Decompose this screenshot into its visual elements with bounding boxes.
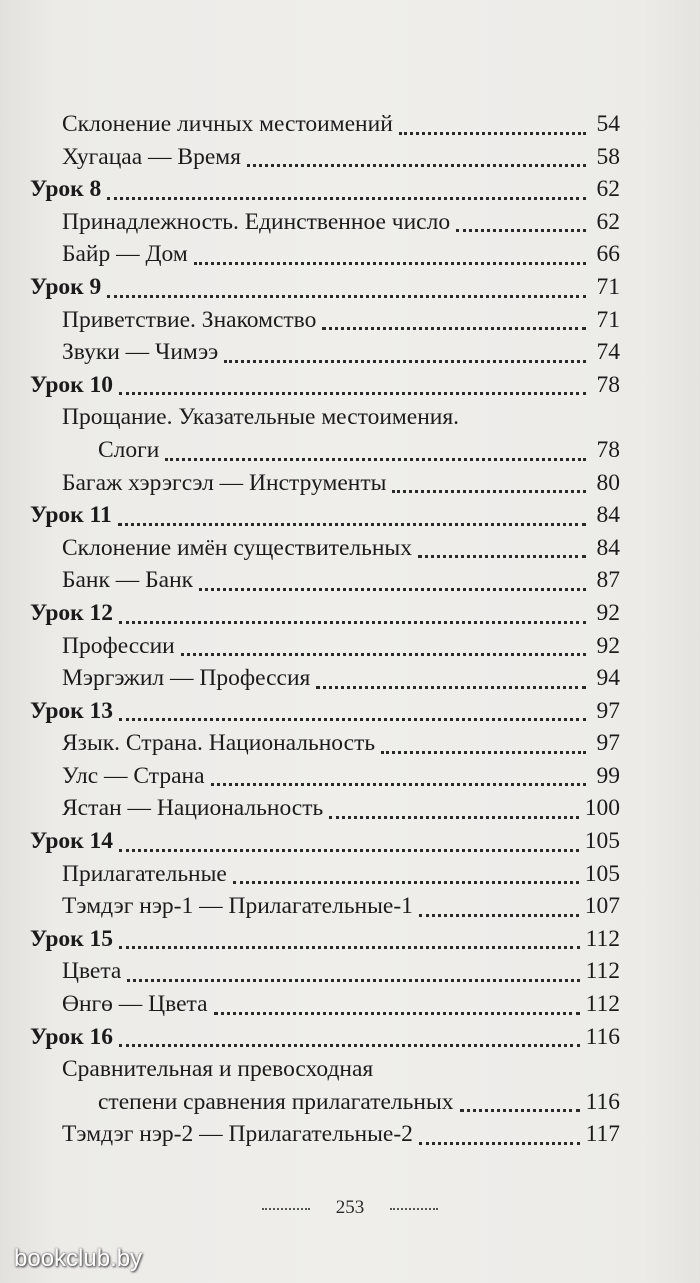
toc-entry-title: Урок 11 bbox=[30, 502, 112, 529]
dot-leader bbox=[118, 522, 586, 526]
toc-entry-title: Язык. Страна. Национальность bbox=[62, 730, 376, 757]
dot-leader bbox=[399, 131, 586, 135]
toc-entry bbox=[30, 1118, 620, 1151]
toc-lesson-entry bbox=[30, 695, 620, 728]
dot-leader bbox=[392, 489, 586, 493]
toc-page-number: 94 bbox=[596, 665, 620, 692]
dot-leader bbox=[233, 880, 579, 884]
toc-page-number: 105 bbox=[584, 828, 620, 855]
toc-entry-title: Урок 9 bbox=[30, 273, 102, 300]
toc-page-number: 78 bbox=[596, 371, 620, 398]
toc-entry-title: Улс — Страна bbox=[62, 762, 205, 789]
dot-leader bbox=[419, 913, 579, 917]
toc-lesson-entry bbox=[30, 597, 620, 630]
toc-page-number: 116 bbox=[585, 1088, 620, 1115]
toc-page-number: 107 bbox=[584, 893, 620, 920]
toc-page-number: 117 bbox=[585, 1121, 620, 1148]
toc-entry-title: Урок 14 bbox=[30, 828, 114, 855]
toc-entry-title: Тэмдэг нэр-2 — Прилагательные-2 bbox=[62, 1121, 413, 1148]
toc-entry bbox=[30, 630, 620, 663]
toc-entry-title: Урок 10 bbox=[30, 371, 114, 398]
toc-entry bbox=[30, 304, 620, 337]
toc-entry-title: Склонение личных местоимений bbox=[62, 111, 393, 137]
toc-lesson-entry bbox=[30, 173, 620, 206]
toc-entry-title: Ястан — Национальность bbox=[62, 795, 324, 822]
toc-entry bbox=[30, 141, 620, 174]
toc-entry bbox=[30, 564, 620, 597]
toc-page-number: 71 bbox=[596, 306, 620, 333]
dot-leader bbox=[199, 587, 586, 591]
toc-page-number: 58 bbox=[596, 143, 620, 170]
toc-lesson-entry bbox=[30, 1021, 620, 1054]
toc-entry-title: Урок 16 bbox=[30, 1023, 114, 1050]
toc-entry-title: Тэмдэг нэр-1 — Прилагательные-1 bbox=[62, 893, 413, 920]
toc-entry-title: Урок 8 bbox=[30, 176, 102, 203]
toc-entry-title: Багаж хэрэгсэл — Инструменты bbox=[62, 469, 387, 496]
table-of-contents bbox=[30, 108, 620, 1151]
toc-entry bbox=[30, 108, 620, 141]
toc-page-number: 112 bbox=[585, 991, 620, 1018]
toc-entry-title-line2: степени сравнения прилагательных bbox=[98, 1088, 454, 1115]
toc-entry bbox=[30, 206, 620, 239]
footer-dots-left bbox=[262, 1207, 310, 1210]
page-number: 253 bbox=[335, 1197, 365, 1218]
toc-entry-title: Урок 13 bbox=[30, 697, 114, 724]
dot-leader bbox=[119, 391, 586, 395]
dot-leader bbox=[119, 1043, 580, 1047]
toc-page-number: 92 bbox=[596, 599, 620, 626]
toc-entry bbox=[30, 532, 620, 565]
toc-page-number: 84 bbox=[596, 502, 620, 529]
toc-entry bbox=[30, 336, 620, 369]
toc-entry bbox=[30, 662, 620, 695]
dot-leader bbox=[119, 717, 586, 721]
dot-leader bbox=[322, 326, 586, 330]
dot-leader bbox=[127, 978, 579, 982]
toc-lesson-entry bbox=[30, 369, 620, 402]
toc-entry-title: Урок 12 bbox=[30, 599, 114, 626]
toc-lesson-entry bbox=[30, 825, 620, 858]
toc-entry-title: Өнгө — Цвета bbox=[62, 991, 208, 1018]
toc-entry-title: Мэргэжил — Профессия bbox=[62, 665, 311, 692]
toc-page-number: 84 bbox=[596, 534, 620, 561]
toc-entry-title: Принадлежность. Единственное число bbox=[62, 208, 451, 235]
toc-page-number: 116 bbox=[585, 1023, 620, 1050]
toc-entry-title: Склонение имён существительных bbox=[62, 534, 412, 561]
toc-page-number: 66 bbox=[596, 241, 620, 268]
toc-page-number: 97 bbox=[596, 730, 620, 757]
dot-leader bbox=[119, 620, 586, 624]
dot-leader bbox=[224, 359, 586, 363]
toc-page-number: 78 bbox=[596, 436, 620, 463]
toc-page-number: 99 bbox=[596, 762, 620, 789]
dot-leader bbox=[419, 1141, 580, 1145]
watermark-logo: bookclub.by bbox=[14, 1245, 143, 1272]
toc-page-number: 112 bbox=[585, 925, 620, 952]
dot-leader bbox=[194, 261, 586, 265]
footer-dots-right bbox=[390, 1207, 438, 1210]
toc-entry-title: Банк — Банк bbox=[62, 567, 194, 594]
dot-leader bbox=[381, 750, 586, 754]
dot-leader bbox=[460, 1108, 580, 1112]
dot-leader bbox=[247, 163, 586, 167]
toc-page-number: 87 bbox=[596, 567, 620, 594]
dot-leader bbox=[211, 782, 586, 786]
dot-leader bbox=[181, 652, 586, 656]
page-footer bbox=[0, 1193, 700, 1223]
toc-page-number: 74 bbox=[596, 339, 620, 366]
toc-page-number: 105 bbox=[584, 860, 620, 887]
toc-entry-title: Байр — Дом bbox=[62, 241, 188, 268]
toc-entry-title-line2: Слоги bbox=[98, 436, 160, 463]
toc-page-number: 97 bbox=[596, 697, 620, 724]
toc-entry-title: Приветствие. Знакомство bbox=[62, 306, 317, 333]
toc-entry-title: Цвета bbox=[62, 958, 122, 985]
toc-page-number: 54 bbox=[596, 111, 620, 137]
toc-entry bbox=[30, 727, 620, 760]
dot-leader bbox=[119, 945, 580, 949]
dot-leader bbox=[214, 1011, 580, 1015]
dot-leader bbox=[107, 196, 586, 200]
toc-lesson-entry bbox=[30, 271, 620, 304]
toc-page-number: 92 bbox=[596, 632, 620, 659]
toc-lesson-entry bbox=[30, 499, 620, 532]
toc-entry bbox=[30, 955, 620, 988]
toc-entry bbox=[30, 1053, 620, 1118]
toc-page-number: 112 bbox=[585, 958, 620, 985]
toc-entry bbox=[30, 760, 620, 793]
dot-leader bbox=[456, 228, 586, 232]
toc-page-number: 62 bbox=[596, 208, 620, 235]
toc-page-number: 62 bbox=[596, 176, 620, 203]
toc-entry bbox=[30, 890, 620, 923]
toc-entry bbox=[30, 792, 620, 825]
toc-entry-title-line1: Сравнительная и превосходная bbox=[62, 1056, 374, 1083]
toc-entry bbox=[30, 988, 620, 1021]
dot-leader bbox=[329, 815, 579, 819]
toc-page-number: 71 bbox=[596, 273, 620, 300]
toc-page-number: 100 bbox=[584, 795, 620, 822]
toc-entry bbox=[30, 467, 620, 500]
toc-entry-title: Прилагательные bbox=[62, 860, 227, 887]
dot-leader bbox=[165, 457, 586, 461]
toc-entry bbox=[30, 858, 620, 891]
toc-page-number: 80 bbox=[596, 469, 620, 496]
toc-entry bbox=[30, 238, 620, 271]
toc-entry-title: Звуки — Чимээ bbox=[62, 339, 219, 366]
toc-entry-title: Урок 15 bbox=[30, 925, 114, 952]
dot-leader bbox=[316, 685, 586, 689]
toc-entry-title-line1: Прощание. Указательные местоимения. bbox=[62, 404, 460, 431]
toc-entry-title: Хугацаа — Время bbox=[62, 143, 241, 170]
toc-entry bbox=[30, 401, 620, 466]
dot-leader bbox=[119, 848, 579, 852]
toc-entry-title: Профессии bbox=[62, 632, 175, 659]
dot-leader bbox=[107, 294, 586, 298]
toc-lesson-entry bbox=[30, 923, 620, 956]
dot-leader bbox=[418, 554, 586, 558]
